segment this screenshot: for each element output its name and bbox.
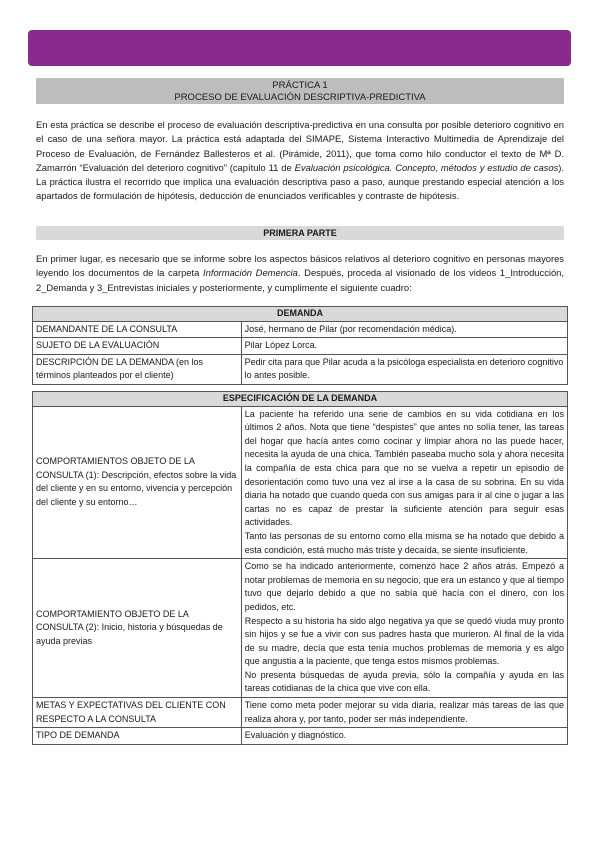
row-label: METAS Y EXPECTATIVAS DEL CLIENTE CON RESPECTO A LA CONSULTA (33, 698, 242, 728)
row-label: TIPO DE DEMANDA (33, 728, 242, 745)
section-heading-primera-parte: PRIMERA PARTE (36, 226, 564, 240)
demanda-table-header: DEMANDA (33, 307, 568, 322)
row-value-paragraph: No presenta búsquedas de ayuda previa, sólo la compañía y ayuda en las tareas cotidianas de la chica que vive con ella. (244, 669, 564, 694)
row-value-paragraph: Respecto a su historia ha sido algo negativa ya que se quedó viuda muy pronto sin hijos y se fue a vivir con sus padres hasta que murieron. Al final de la vida de su madre, decía que esta tenía muchos problemas de memoria y es algo que angustia a la paciente, que tenga estos mismos problemas. (244, 615, 564, 667)
row-value: Pilar López Lorca. (241, 338, 567, 355)
row-value (241, 559, 567, 698)
especificacion-table (32, 391, 568, 745)
table-row (33, 338, 568, 355)
table-row (33, 406, 568, 559)
especificacion-table-header: ESPECIFICACIÓN DE LA DEMANDA (33, 392, 568, 407)
row-label: DEMANDANTE DE LA CONSULTA (33, 321, 242, 338)
row-label: COMPORTAMIENTOS OBJETO DE LA CONSULTA (1): Descripción, efectos sobre la vida del cliente y en su entorno, vivencia y percepción del cliente y su entorno… (33, 406, 242, 559)
row-label: SUJETO DE LA EVALUACIÓN (33, 338, 242, 355)
row-label: DESCRIPCIÓN DE LA DEMANDA (en los términos planteados por el cliente) (33, 354, 242, 384)
row-value-paragraph: Tanto las personas de su entorno como ella misma se ha notado que debido a esta condición, está mucho más triste y decaída, se siente insuficiente. (244, 530, 564, 555)
title-line-2: PROCESO DE EVALUACIÓN DESCRIPTIVA-PREDICTIVA (174, 92, 426, 103)
page-title (36, 78, 564, 104)
intro-paragraph: En esta práctica se describe el proceso de evaluación descriptiva-predictiva en una consulta por posible deterioro cognitivo en el caso de una señora mayor. La práctica está adaptada del SIMAPE, Sistema Interactivo Multimedia de Aprendizaje del Proceso de Evaluación, de Fernández Ballesteros et al. (Pirámide, 2011), que toma como hilo conductor el texto de Mª D. Zamarrón “Evaluación del deterioro cognitivo” (capítulo 11 de Evaluación psicológica. Concepto, métodos y estudio de casos). La práctica ilustra el recorrido que implica una evaluación descriptiva paso a paso, aunque prestando especial atención a los apartados de formulación de hipótesis, deducción de enunciados verificables y contraste de hipótesis. (36, 119, 564, 202)
row-value: José, hermano de Pilar (por recomendación médica). (241, 321, 567, 338)
table-row (33, 354, 568, 384)
row-value-paragraph: La paciente ha referido una serie de cambios en su vida cotidiana en los últimos 2 años. Nota que tiene “despistes” que antes no solía tener, las tareas del hogar que hacía antes como cocinar y limpiar ahora no las puede hacer, necesita la ayuda de una chica. También paseaba mucho sola y ahora necesita la compañía de esta chica para que no se vuelva a repetir un episodio de desorientación como tuvo una vez al irse a la casa de su sobrina. En su vida diaria ha notado que cuando queda con sus amigas para ir al cine o jugar a las cartas no es capaz de prestar la suficiente atención para seguir esas actividades. (244, 408, 564, 528)
table-row (33, 321, 568, 338)
table-row (33, 559, 568, 698)
demanda-table (32, 306, 568, 385)
row-value (241, 406, 567, 559)
table-row (33, 698, 568, 728)
header-banner (28, 30, 571, 66)
row-value-paragraph: Como se ha indicado anteriormente, comenzó hace 2 años atrás. Empezó a notar problemas de memoria en su negocio, que era un estanco y que al tiempo tuvo que dejarlo debido a que no sabía qué hacía con el dinero, con los pedidos, etc. (244, 561, 564, 612)
primera-parte-paragraph: En primer lugar, es necesario que se informe sobre los aspectos básicos relativos al deterioro cognitivo en personas mayores leyendo los documentos de la carpeta Información Demencia. Después, proceda al visionado de los videos 1_Introducción, 2_Demanda y 3_Entrevistas iniciales y posteriormente, y cumplimente el siguiente cuadro: (36, 253, 564, 293)
row-value: Tiene como meta poder mejorar su vida diaria, realizar más tareas de las que realiza ahora y, por tanto, poder ser más independiente. (241, 698, 567, 728)
row-value: Pedir cita para que Pilar acuda a la psicóloga especialista en deterioro cognitivo lo antes posible. (241, 354, 567, 384)
row-label: COMPORTAMIENTO OBJETO DE LA CONSULTA (2): Inicio, historia y búsquedas de ayuda previas (33, 559, 242, 698)
table-row (33, 728, 568, 745)
title-line-1: PRÁCTICA 1 (272, 80, 328, 91)
row-value: Evaluación y diagnóstico. (241, 728, 567, 745)
